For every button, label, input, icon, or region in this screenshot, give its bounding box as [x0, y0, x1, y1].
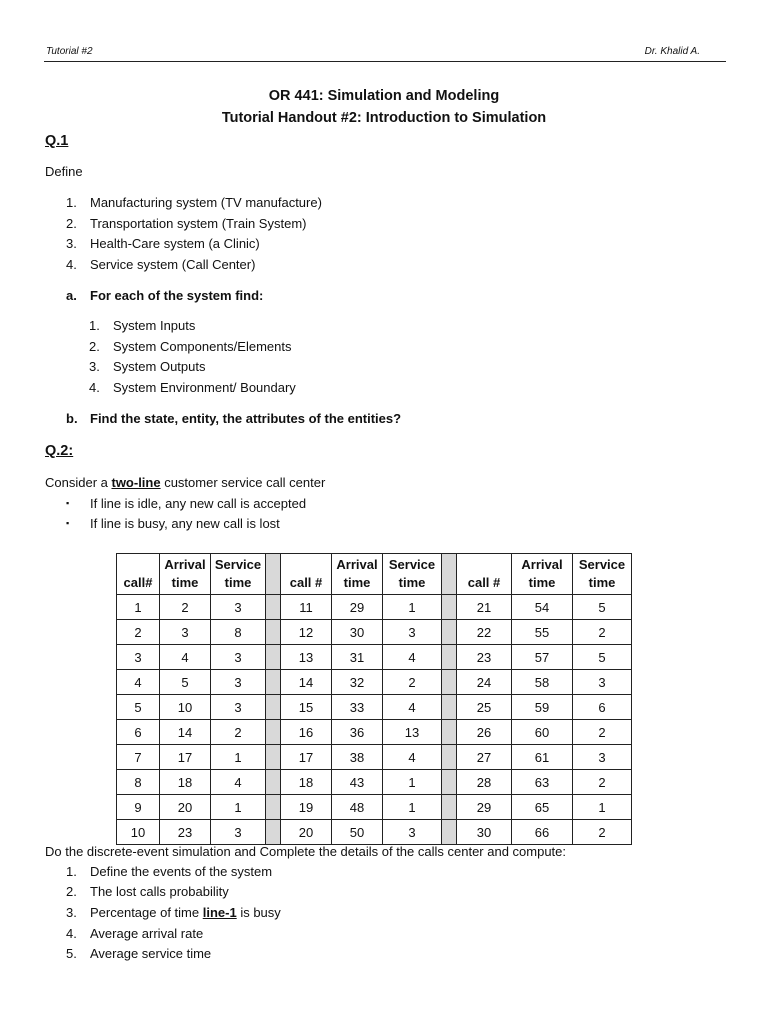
list-item	[89, 339, 291, 354]
service-time-cell: 1	[573, 795, 632, 820]
table-row	[117, 720, 632, 745]
service-time-cell: 5	[573, 595, 632, 620]
arrival-time-cell: 65	[512, 795, 573, 820]
arrival-time-cell: 32	[332, 670, 383, 695]
item-number: 3.	[89, 359, 100, 374]
column-separator	[266, 720, 281, 745]
arrival-time-cell: 31	[332, 645, 383, 670]
arrival-time-cell: 50	[332, 820, 383, 845]
column-separator	[266, 820, 281, 845]
service-time-cell: 3	[383, 820, 442, 845]
header-service-3	[573, 554, 632, 595]
task-intro: Do the discrete-event simulation and Complete the details of the calls center and compute:	[45, 844, 567, 859]
part-b	[66, 411, 401, 426]
calls-table-body	[117, 595, 632, 845]
arrival-time-cell: 14	[160, 720, 211, 745]
part-b-text: Find the state, entity, the attributes of the entities?	[90, 411, 402, 426]
list-item	[66, 195, 322, 210]
service-time-cell: 3	[573, 670, 632, 695]
bullet-item	[66, 496, 306, 511]
service-time-cell: 4	[383, 645, 442, 670]
header-arrival-2	[332, 554, 383, 595]
call-number-cell: 13	[281, 645, 332, 670]
q1-intro: Define	[45, 164, 83, 179]
list-item	[66, 884, 229, 899]
header-arrival-1	[160, 554, 211, 595]
list-item	[66, 216, 306, 231]
list-item	[66, 257, 255, 272]
part-a-text: For each of the system find:	[90, 288, 264, 303]
service-time-cell: 2	[573, 820, 632, 845]
bullet-text: If line is busy, any new call is lost	[90, 516, 280, 531]
arrival-time-cell: 57	[512, 645, 573, 670]
arrival-time-cell: 3	[160, 620, 211, 645]
item-number: 2.	[89, 339, 100, 354]
call-number-cell: 22	[457, 620, 512, 645]
header-service-bottom: time	[398, 575, 426, 590]
q1-heading: Q.1	[45, 133, 69, 149]
call-number-cell: 9	[117, 795, 160, 820]
service-time-cell: 5	[573, 645, 632, 670]
intro-after: customer service call center	[160, 475, 326, 490]
list-item	[66, 905, 281, 920]
arrival-time-cell: 54	[512, 595, 573, 620]
call-number-cell: 19	[281, 795, 332, 820]
list-item	[66, 864, 272, 879]
table-row	[117, 745, 632, 770]
service-time-cell: 2	[573, 770, 632, 795]
column-separator	[442, 595, 457, 620]
service-time-cell: 8	[211, 620, 266, 645]
service-time-cell: 4	[211, 770, 266, 795]
item-text-before: Percentage of time	[90, 905, 203, 920]
table-row	[117, 670, 632, 695]
item-text: Define the events of the system	[90, 864, 273, 879]
arrival-time-cell: 23	[160, 820, 211, 845]
table-row	[117, 595, 632, 620]
header-call-2: call #	[281, 554, 332, 595]
page-title: OR 441: Simulation and Modeling	[268, 88, 500, 104]
header-call-3: call #	[457, 554, 512, 595]
header-service-bottom: time	[224, 575, 252, 590]
item-text: System Environment/ Boundary	[113, 380, 296, 395]
service-time-cell: 4	[383, 745, 442, 770]
arrival-time-cell: 29	[332, 595, 383, 620]
service-time-cell: 1	[383, 595, 442, 620]
arrival-time-cell: 59	[512, 695, 573, 720]
arrival-time-cell: 66	[512, 820, 573, 845]
call-number-cell: 20	[281, 820, 332, 845]
column-separator	[442, 554, 457, 595]
service-time-cell: 3	[211, 820, 266, 845]
arrival-time-cell: 55	[512, 620, 573, 645]
item-text: System Components/Elements	[113, 339, 292, 354]
header-call-1: call#	[117, 554, 160, 595]
header-service-top: Service	[578, 557, 626, 572]
header-right: Dr. Khalid A.	[644, 46, 700, 57]
q2-heading: Q.2:	[45, 443, 74, 459]
header-arrival-bottom: time	[343, 575, 371, 590]
part-a	[66, 288, 263, 303]
item-text: Average service time	[90, 946, 212, 961]
call-number-cell: 10	[117, 820, 160, 845]
call-number-cell: 12	[281, 620, 332, 645]
bullet-item	[66, 516, 280, 531]
service-time-cell: 3	[211, 670, 266, 695]
column-separator	[266, 745, 281, 770]
service-time-cell: 3	[211, 645, 266, 670]
column-separator	[266, 554, 281, 595]
service-time-cell: 1	[383, 795, 442, 820]
table-row	[117, 620, 632, 645]
call-number-cell: 2	[117, 620, 160, 645]
service-time-cell: 4	[383, 695, 442, 720]
arrival-time-cell: 20	[160, 795, 211, 820]
call-number-cell: 6	[117, 720, 160, 745]
service-time-cell: 3	[211, 595, 266, 620]
part-b-label: b.	[66, 411, 78, 426]
header-arrival-3	[512, 554, 573, 595]
column-separator	[266, 620, 281, 645]
item-text-after: is busy	[236, 905, 281, 920]
column-separator	[442, 770, 457, 795]
table-row	[117, 820, 632, 845]
arrival-time-cell: 2	[160, 595, 211, 620]
call-number-cell: 18	[281, 770, 332, 795]
call-number-cell: 14	[281, 670, 332, 695]
item-number: 5.	[66, 946, 77, 961]
q2-intro	[45, 475, 325, 490]
item-number: 4.	[89, 380, 100, 395]
column-separator	[266, 670, 281, 695]
item-number: 1.	[66, 195, 77, 210]
item-number: 4.	[66, 257, 77, 272]
header-service-bottom: time	[588, 575, 616, 590]
arrival-time-cell: 36	[332, 720, 383, 745]
list-item	[66, 946, 211, 961]
arrival-time-cell: 17	[160, 745, 211, 770]
column-separator	[266, 795, 281, 820]
column-separator	[442, 645, 457, 670]
call-number-cell: 5	[117, 695, 160, 720]
service-time-cell: 6	[573, 695, 632, 720]
call-number-cell: 3	[117, 645, 160, 670]
call-number-cell: 7	[117, 745, 160, 770]
service-time-cell: 2	[383, 670, 442, 695]
service-time-cell: 2	[573, 720, 632, 745]
call-number-cell: 26	[457, 720, 512, 745]
service-time-cell: 2	[211, 720, 266, 745]
header-arrival-top: Arrival	[521, 557, 563, 572]
arrival-time-cell: 4	[160, 645, 211, 670]
list-item	[66, 236, 260, 251]
column-separator	[266, 645, 281, 670]
list-item	[89, 359, 205, 374]
call-number-cell: 11	[281, 595, 332, 620]
call-number-cell: 8	[117, 770, 160, 795]
item-text: Average arrival rate	[90, 926, 204, 941]
page-subtitle: Tutorial Handout #2: Introduction to Simulation	[221, 110, 547, 126]
arrival-time-cell: 63	[512, 770, 573, 795]
part-a-label: a.	[66, 288, 77, 303]
item-text: System Inputs	[113, 318, 196, 333]
call-number-cell: 21	[457, 595, 512, 620]
item-text: Health-Care system (a Clinic)	[90, 236, 260, 251]
column-separator	[442, 795, 457, 820]
item-text: Manufacturing system (TV manufacture)	[90, 195, 322, 210]
arrival-time-cell: 60	[512, 720, 573, 745]
list-item	[66, 926, 203, 941]
column-separator	[442, 670, 457, 695]
column-separator	[442, 745, 457, 770]
call-number-cell: 27	[457, 745, 512, 770]
service-time-cell: 2	[573, 620, 632, 645]
call-number-cell: 17	[281, 745, 332, 770]
call-number-cell: 15	[281, 695, 332, 720]
table-row	[117, 645, 632, 670]
list-item	[89, 318, 195, 333]
service-time-cell: 3	[211, 695, 266, 720]
column-separator	[266, 595, 281, 620]
bullet-text: If line is idle, any new call is accepted	[90, 496, 307, 511]
table-header-row	[117, 554, 632, 595]
header-service-top: Service	[388, 557, 436, 572]
item-number: 3.	[66, 905, 77, 920]
item-text: Transportation system (Train System)	[90, 216, 307, 231]
header-service-1	[211, 554, 266, 595]
column-separator	[266, 695, 281, 720]
header-rule	[44, 61, 726, 62]
table-row	[117, 695, 632, 720]
column-separator	[442, 695, 457, 720]
call-number-cell: 30	[457, 820, 512, 845]
call-number-cell: 1	[117, 595, 160, 620]
intro-emphasis: two-line	[111, 475, 161, 490]
column-separator	[442, 720, 457, 745]
service-time-cell: 1	[383, 770, 442, 795]
item-number: 1.	[89, 318, 100, 333]
call-number-cell: 23	[457, 645, 512, 670]
call-number-cell: 25	[457, 695, 512, 720]
service-time-cell: 3	[383, 620, 442, 645]
call-number-cell: 4	[117, 670, 160, 695]
item-number: 3.	[66, 236, 77, 251]
header-service-2	[383, 554, 442, 595]
column-separator	[266, 770, 281, 795]
item-text: The lost calls probability	[90, 884, 229, 899]
service-time-cell: 1	[211, 795, 266, 820]
service-time-cell: 1	[211, 745, 266, 770]
header-arrival-bottom: time	[171, 575, 199, 590]
arrival-time-cell: 30	[332, 620, 383, 645]
arrival-time-cell: 18	[160, 770, 211, 795]
service-time-cell: 13	[383, 720, 442, 745]
arrival-time-cell: 48	[332, 795, 383, 820]
item-number: 2.	[66, 884, 77, 899]
item-text: System Outputs	[113, 359, 206, 374]
bullet-icon: ▪	[66, 518, 70, 528]
column-separator	[442, 620, 457, 645]
call-number-cell: 24	[457, 670, 512, 695]
call-number-cell: 29	[457, 795, 512, 820]
header-arrival-top: Arrival	[336, 557, 378, 572]
calls-table	[116, 553, 632, 845]
service-time-cell: 3	[573, 745, 632, 770]
arrival-time-cell: 43	[332, 770, 383, 795]
call-number-cell: 28	[457, 770, 512, 795]
arrival-time-cell: 5	[160, 670, 211, 695]
arrival-time-cell: 61	[512, 745, 573, 770]
bullet-icon: ▪	[66, 498, 70, 508]
item-text: Service system (Call Center)	[90, 257, 256, 272]
header-arrival-top: Arrival	[164, 557, 206, 572]
arrival-time-cell: 10	[160, 695, 211, 720]
column-separator	[442, 820, 457, 845]
list-item	[89, 380, 296, 395]
arrival-time-cell: 38	[332, 745, 383, 770]
header-service-top: Service	[214, 557, 262, 572]
header-left: Tutorial #2	[46, 46, 93, 57]
table-row	[117, 795, 632, 820]
item-text-emphasis: line-1	[202, 905, 237, 920]
table-row	[117, 770, 632, 795]
arrival-time-cell: 58	[512, 670, 573, 695]
item-number: 1.	[66, 864, 77, 879]
arrival-time-cell: 33	[332, 695, 383, 720]
item-number: 4.	[66, 926, 77, 941]
item-number: 2.	[66, 216, 77, 231]
header-arrival-bottom: time	[528, 575, 556, 590]
intro-before: Consider a	[45, 475, 112, 490]
call-number-cell: 16	[281, 720, 332, 745]
